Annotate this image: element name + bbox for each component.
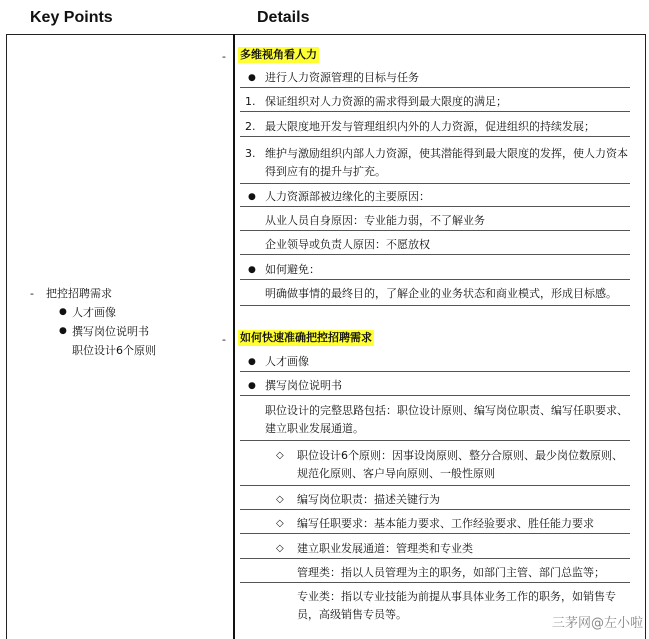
list-item-text: 企业领导或负责人原因：不愿放权 xyxy=(265,238,430,251)
diamond-bullet-icon: ◇ xyxy=(276,450,284,461)
list-number: 1. xyxy=(245,95,256,108)
section-title: 多维视角看人力 xyxy=(240,48,317,61)
list-item-text: 编写岗位职责：描述关键行为 xyxy=(297,493,440,506)
list-item xyxy=(240,355,630,372)
bullet-icon: ● xyxy=(248,357,256,367)
bullet-icon: ● xyxy=(248,265,256,275)
list-item-text: 保证组织对人力资源的需求得到最大限度的满足； xyxy=(265,95,507,108)
bullet-icon: ● xyxy=(59,326,67,336)
list-item xyxy=(240,71,630,88)
list-number: 2. xyxy=(245,120,256,133)
dash-marker: - xyxy=(222,50,226,63)
list-item xyxy=(240,285,630,306)
list-item-text: 人力资源部被边缘化的主要原因： xyxy=(265,190,430,203)
list-item-text: 最大限度地开发与管理组织内外的人力资源，促进组织的持续发展； xyxy=(265,120,595,133)
list-item xyxy=(240,238,630,255)
key-point-title: 把控招聘需求 xyxy=(46,287,112,300)
bullet-icon: ● xyxy=(59,307,67,317)
list-item-text: 如何避免： xyxy=(265,263,320,276)
key-point-sub-label: 人才画像 xyxy=(72,306,116,319)
key-point-sub xyxy=(30,303,156,322)
list-item xyxy=(240,566,630,583)
key-point-sub xyxy=(30,322,156,341)
diamond-bullet-icon: ◇ xyxy=(276,494,284,505)
list-item-text: 人才画像 xyxy=(265,355,309,368)
key-point-item xyxy=(30,284,156,303)
list-number: 3. xyxy=(245,147,256,160)
key-points-column xyxy=(30,284,156,360)
list-item-text: 从业人员自身原因：专业能力弱，不了解业务 xyxy=(265,214,485,227)
list-item-text: 维护与激励组织内部人力资源，使其潜能得到最大限度的发挥，使人力资本得到应有的提升与扩充。 xyxy=(265,147,628,178)
section-title: 如何快速准确把控招聘需求 xyxy=(240,331,372,344)
list-item xyxy=(240,542,630,559)
list-item xyxy=(240,493,630,510)
list-item-text: 管理类：指以人员管理为主的职务，如部门主管、部门总监等； xyxy=(297,566,605,579)
bullet-icon: ● xyxy=(248,192,256,202)
list-item-text: 建立职业发展通道：管理类和专业类 xyxy=(297,542,473,555)
bullet-icon: ● xyxy=(248,381,256,391)
list-item xyxy=(240,190,630,207)
key-points-header: Key Points xyxy=(30,9,113,26)
list-item xyxy=(240,214,630,231)
list-item xyxy=(240,447,630,486)
list-item-text: 进行人力资源管理的目标与任务 xyxy=(265,71,419,84)
key-point-sub-label: 撰写岗位说明书 xyxy=(72,325,149,338)
dash-marker: - xyxy=(222,333,226,346)
list-item-text: 明确做事情的最终目的，了解企业的业务状态和商业模式，形成目标感。 xyxy=(265,287,617,300)
diamond-bullet-icon: ◇ xyxy=(276,518,284,529)
list-item xyxy=(240,120,630,137)
list-item xyxy=(240,95,630,112)
list-item-text: 编写任职要求：基本能力要求、工作经验要求、胜任能力要求 xyxy=(297,517,594,530)
list-item-text: 职位设计6个原则：因事设岗原则、整分合原则、最少岗位数原则、规范化原则、客户导向原则、一般性原则 xyxy=(297,449,623,480)
list-item xyxy=(240,379,630,396)
list-item xyxy=(240,517,630,534)
bullet-icon: ● xyxy=(248,73,256,83)
list-item-text: 专业类：指以专业技能为前提从事具体业务工作的职务，如销售专员，高级销售专员等。 xyxy=(297,590,616,621)
details-header: Details xyxy=(257,9,310,26)
list-item-text: 职位设计的完整思路包括：职位设计原则、编写岗位职责、编写任职要求、建立职业发展通道。 xyxy=(265,404,628,435)
dash-marker: - xyxy=(30,287,34,300)
column-divider xyxy=(233,34,235,639)
list-item xyxy=(240,402,630,441)
list-item xyxy=(240,145,630,184)
watermark: 三茅网@左小啦 xyxy=(551,616,643,631)
diamond-bullet-icon: ◇ xyxy=(276,543,284,554)
key-point-extra: 职位设计6个原则 xyxy=(72,344,156,357)
list-item-text: 撰写岗位说明书 xyxy=(265,379,342,392)
list-item xyxy=(240,263,630,280)
